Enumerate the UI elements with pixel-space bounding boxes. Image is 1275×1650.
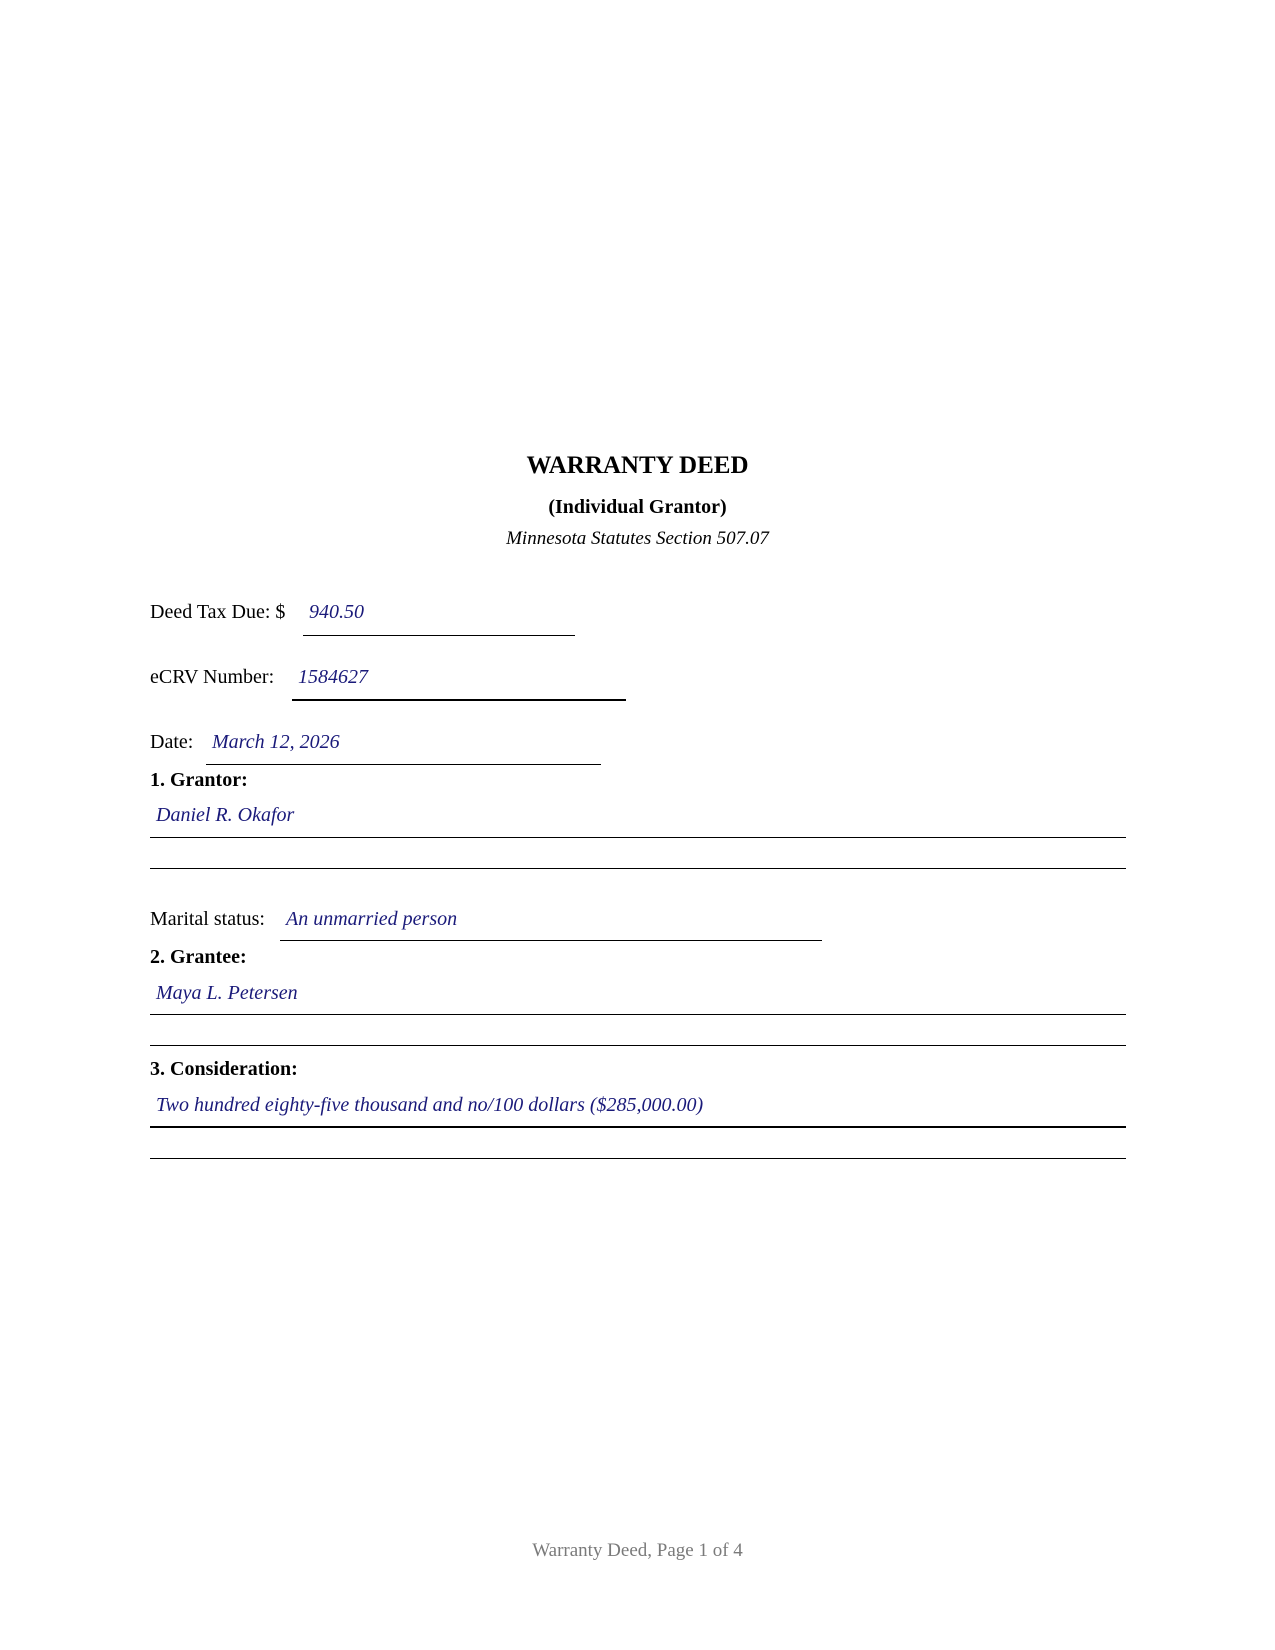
marital-status-line [280,940,822,941]
document-title: WARRANTY DEED [526,452,749,479]
deed-tax-line [303,635,575,636]
grantor-heading: 1. Grantor: [150,769,248,791]
page-footer: Warranty Deed, Page 1 of 4 [532,1540,743,1561]
marital-status-value[interactable]: An unmarried person [286,908,458,930]
grantor-line-1 [150,837,1126,838]
grantee-line-1 [150,1014,1126,1015]
consideration-heading: 3. Consideration: [150,1058,298,1080]
marital-status-label: Marital status: [150,908,265,930]
ecrv-label: eCRV Number: [150,666,275,688]
document-subtitle: (Individual Grantor) [548,496,727,518]
deed-tax-value[interactable]: 940.50 [309,601,364,623]
ecrv-line [292,699,626,701]
consideration-value[interactable]: Two hundred eighty-five thousand and no/100 dollars ($285,000.00) [156,1094,704,1116]
date-value[interactable]: March 12, 2026 [212,731,340,753]
consideration-line-2 [150,1158,1126,1159]
statute-reference: Minnesota Statutes Section 507.07 [506,528,769,549]
consideration-line-1 [150,1126,1126,1128]
grantor-value[interactable]: Daniel R. Okafor [156,804,295,826]
date-line [206,764,601,765]
ecrv-value[interactable]: 1584627 [298,666,368,688]
date-label: Date: [150,731,194,753]
grantee-heading: 2. Grantee: [150,946,247,968]
grantee-line-2 [150,1045,1126,1046]
grantor-line-2 [150,868,1126,869]
deed-tax-label: Deed Tax Due: $ [150,601,286,623]
grantee-value[interactable]: Maya L. Petersen [156,982,298,1004]
